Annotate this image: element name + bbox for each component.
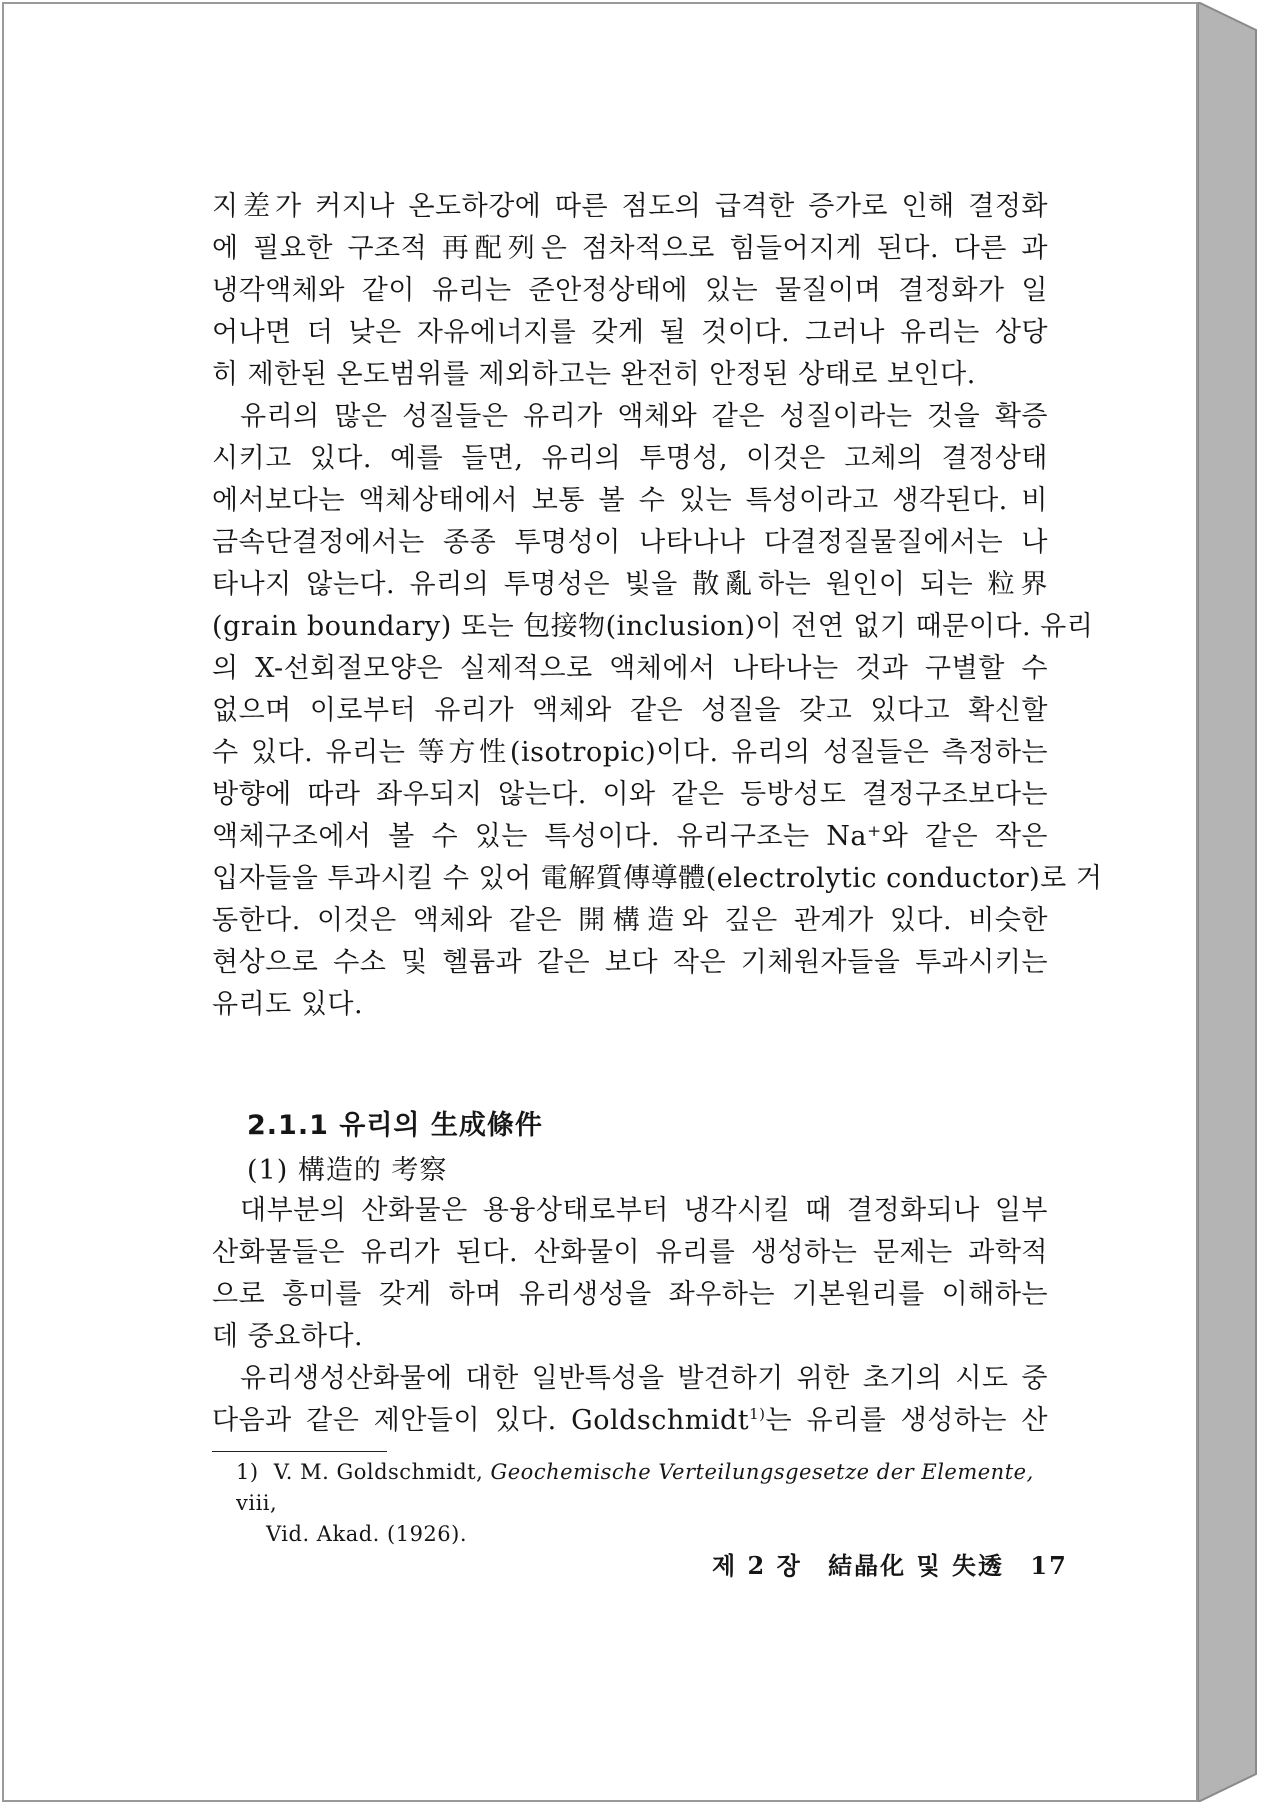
- text-line: 냉각액체와 같이 유리는 준안정상태에 있는 물질이며 결정화가 일: [212, 275, 1048, 306]
- footnote-author: V. M. Goldschmidt,: [273, 1460, 484, 1484]
- footnote: [236, 1457, 1036, 1550]
- text-line: 수 있다. 유리는 等方性(isotropic)이다. 유리의 성질들은 측정하는: [212, 737, 1048, 768]
- text-line: 에 필요한 구조적 再配列은 점차적으로 힘들어지게 된다. 다른 과: [212, 233, 1048, 264]
- text-line: 에서보다는 액체상태에서 보통 볼 수 있는 특성이라고 생각된다. 비: [212, 485, 1048, 516]
- text-line: 대부분의 산화물은 용융상태로부터 냉각시킬 때 결정화되나 일부: [240, 1195, 1048, 1226]
- text-line: 의 X-선회절모양은 실제적으로 액체에서 나타나는 것과 구별할 수: [212, 653, 1048, 684]
- text-line: 시키고 있다. 예를 들면, 유리의 투명성, 이것은 고체의 결정상태: [212, 443, 1048, 474]
- paragraph-1: [212, 186, 1048, 396]
- text-line: 타나지 않는다. 유리의 투명성은 빛을 散亂하는 원인이 되는 粒界: [212, 569, 1048, 600]
- text-fragment: 다음과 같은 제안들이 있다. Goldschmidt: [212, 1405, 750, 1436]
- section-heading: 2.1.1 유리의 生成條件: [247, 1110, 543, 1141]
- paragraph-4: [212, 1358, 1048, 1442]
- text-line: 현상으로 수소 및 헬륨과 같은 보다 작은 기체원자들을 투과시키는: [212, 947, 1048, 978]
- footnote-title: Geochemische Verteilungsgesetze der Elemente,: [490, 1460, 1034, 1484]
- text-fragment: 는 유리를 생성하는 산: [765, 1405, 1048, 1436]
- text-line: 없으며 이로부터 유리가 액체와 같은 성질을 갖고 있다고 확신할: [212, 695, 1048, 726]
- paragraph-2: [212, 396, 1103, 1026]
- text-line-with-footnote-ref: [212, 1400, 1048, 1442]
- sub-heading: (1) 構造的 考察: [247, 1155, 448, 1186]
- paragraph-3: [212, 1190, 1048, 1358]
- text-line: 유리도 있다.: [212, 989, 364, 1020]
- footer-chapter: 제 2 장: [712, 1551, 802, 1580]
- text-line: 산화물들은 유리가 된다. 산화물이 유리를 생성하는 문제는 과학적: [212, 1237, 1048, 1268]
- body-text-section: [212, 1190, 1048, 1442]
- text-line: 히 제한된 온도범위를 제외하고는 완전히 안정된 상태로 보인다.: [212, 359, 976, 390]
- footer-chapter-title: 結晶化 및 失透: [828, 1551, 1005, 1580]
- text-line: 지差가 커지나 온도하강에 따른 점도의 급격한 증가로 인해 결정화: [212, 191, 1048, 222]
- text-line: 액체구조에서 볼 수 있는 특성이다. 유리구조는 Na⁺와 같은 작은: [212, 821, 1048, 852]
- text-line: 동한다. 이것은 액체와 같은 開構造와 깊은 관계가 있다. 비슷한: [212, 905, 1048, 936]
- footnote-reference: 1): [749, 1405, 766, 1423]
- page-number: 17: [1030, 1551, 1068, 1580]
- page-edge-graphic: [1198, 2, 1268, 1802]
- text-line: 유리생성산화물에 대한 일반특성을 발견하기 위한 초기의 시도 중: [240, 1363, 1048, 1394]
- text-line: 유리의 많은 성질들은 유리가 액체와 같은 성질이라는 것을 확증: [240, 401, 1048, 432]
- text-line: 입자들을 투과시킬 수 있어 電解質傳導體(electrolytic conductor)로 거: [212, 863, 1103, 894]
- text-line: 금속단결정에서는 종종 투명성이 나타나나 다결정질물질에서는 나: [212, 527, 1048, 558]
- footnote-divider: [212, 1451, 387, 1452]
- page-edge-shading: [1198, 2, 1268, 1802]
- text-line: 방향에 따라 좌우되지 않는다. 이와 같은 등방성도 결정구조보다는: [212, 779, 1048, 810]
- text-line: 으로 흥미를 갖게 하며 유리생성을 좌우하는 기본원리를 이해하는: [212, 1279, 1048, 1310]
- text-line: 데 중요하다.: [212, 1321, 364, 1352]
- body-text: [212, 186, 1103, 1026]
- text-line: 어나면 더 낮은 자유에너지를 갖게 될 것이다. 그러나 유리는 상당: [212, 317, 1048, 348]
- footnote-continuation: Vid. Akad. (1926).: [266, 1522, 468, 1546]
- running-footer: [712, 1546, 1068, 1581]
- text-line: (grain boundary) 또는 包接物(inclusion)이 전연 없기 때문이다. 유리: [212, 611, 1094, 642]
- footnote-number: 1): [236, 1460, 259, 1484]
- footnote-volume: viii,: [236, 1491, 278, 1515]
